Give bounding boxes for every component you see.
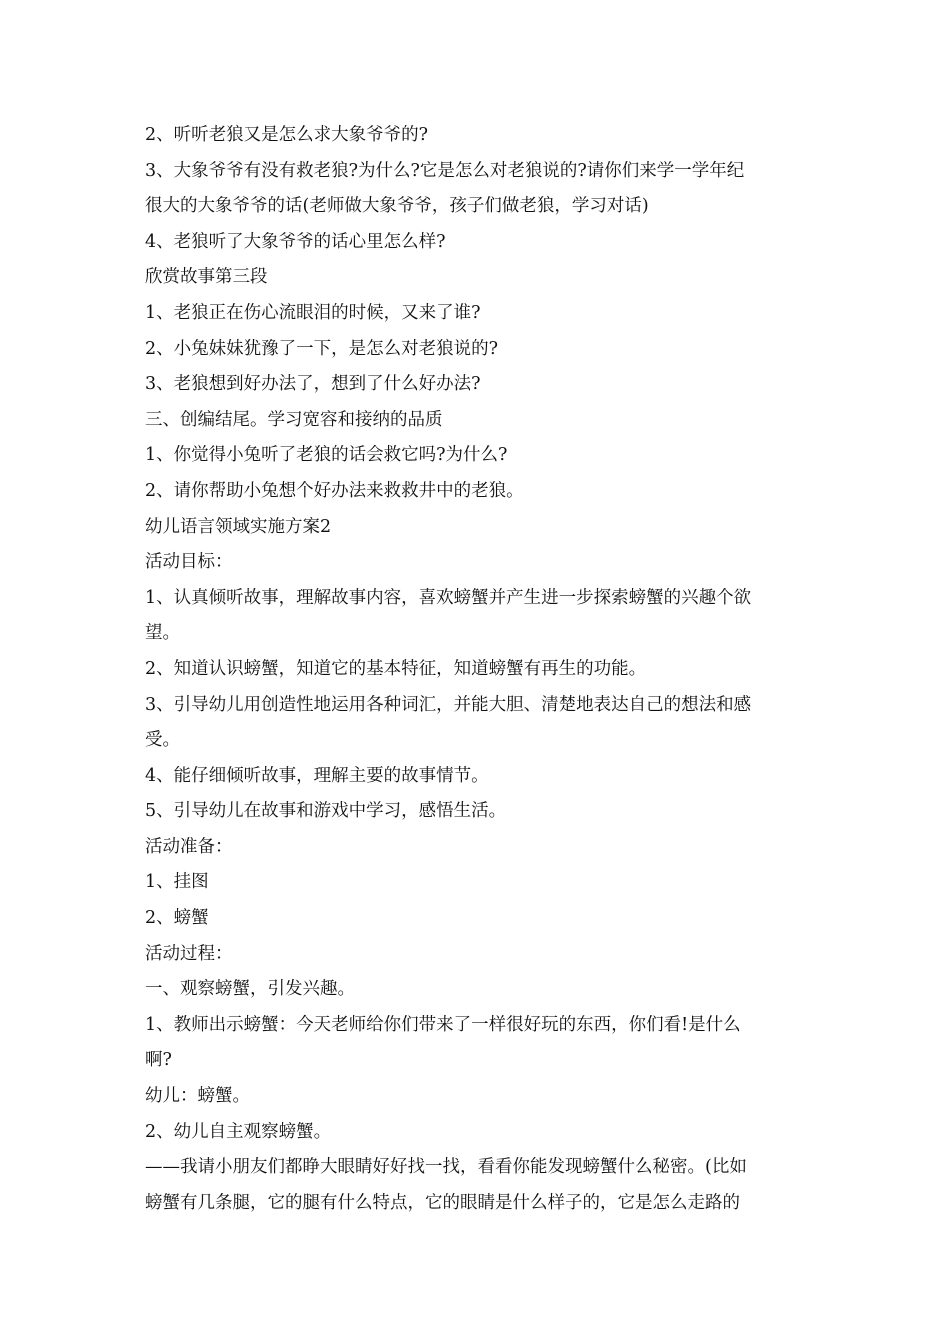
text-line: 2、螃蟹 [145,908,209,929]
text-line: 5、引导幼儿在故事和游戏中学习，感悟生活。 [145,801,507,822]
text-line: 很大的大象爷爷的话(老师做大象爷爷，孩子们做老狼，学习对话) [145,196,649,217]
text-line: 3、老狼想到好办法了，想到了什么好办法? [145,374,481,395]
section-heading: 活动准备： [145,836,233,857]
text-line: 4、能仔细倾听故事，理解主要的故事情节。 [145,765,489,786]
text-line: 2、请你帮助小兔想个好办法来救救井中的老狼。 [145,480,524,501]
document-title: 幼儿语言领域实施方案2 [145,516,332,537]
text-line: 1、认真倾听故事，理解故事内容，喜欢螃蟹并产生进一步探索螃蟹的兴趣个欲 [145,587,752,608]
text-line: 2、知道认识螃蟹，知道它的基本特征，知道螃蟹有再生的功能。 [145,658,647,679]
section-heading: 三、创编结尾。学习宽容和接纳的品质 [145,409,443,430]
text-line: 1、老狼正在伤心流眼泪的时候，又来了谁? [145,302,481,323]
document-body [145,118,810,1221]
text-line: 1、教师出示螃蟹：今天老师给你们带来了一样很好玩的东西，你们看!是什么 [145,1014,741,1035]
text-line: 2、幼儿自主观察螃蟹。 [145,1121,332,1142]
section-heading: 活动目标： [145,552,233,573]
text-line: 啊? [145,1050,172,1071]
text-line: 2、听听老狼又是怎么求大象爷爷的? [145,125,429,145]
text-line: 3、引导幼儿用创造性地运用各种词汇，并能大胆、清楚地表达自己的想法和感 [145,694,752,715]
text-line: 一、观察螃蟹，引发兴趣。 [145,979,355,1000]
text-line: 幼儿：螃蟹。 [145,1086,250,1107]
text-line: 螃蟹有几条腿，它的腿有什么特点，它的眼睛是什么样子的，它是怎么走路的 [145,1192,740,1213]
text-line: 1、你觉得小兔听了老狼的话会救它吗?为什么? [145,445,508,466]
text-line: ——我请小朋友们都睁大眼睛好好找一找，看看你能发现螃蟹什么秘密。(比如 [145,1157,747,1178]
text-line: 1、挂图 [145,872,209,893]
section-heading: 欣赏故事第三段 [145,267,268,288]
text-line: 3、大象爷爷有没有救老狼?为什么?它是怎么对老狼说的?请你们来学一学年纪 [145,160,745,181]
text-line: 望。 [145,623,180,644]
text-line: 受。 [145,730,180,751]
section-heading: 活动过程： [145,943,233,964]
text-line: 2、小兔妹妹犹豫了一下，是怎么对老狼说的? [145,338,499,359]
text-line: 4、老狼听了大象爷爷的话心里怎么样? [145,231,446,252]
